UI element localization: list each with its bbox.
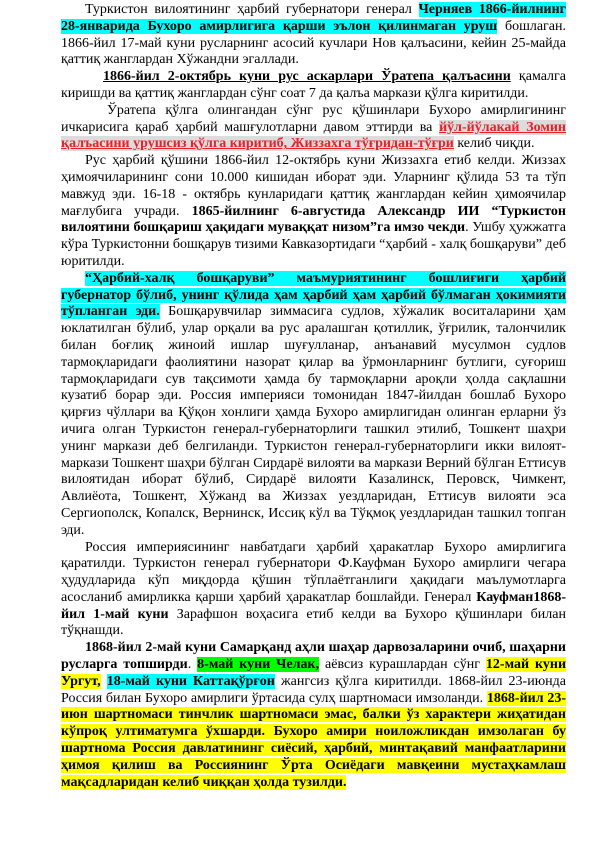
text-run: 1866-йил 17-май куни русларнинг асосий кучлари Нов қалъасини, кейин 25-майда	[61, 35, 566, 51]
text-line	[61, 741, 566, 758]
text-run: жангсиз қўлга киритилди. 1868-йил 23-июнда	[274, 673, 566, 689]
text-line	[61, 590, 566, 607]
text-run: аёвсиз курашлардан сўнг	[319, 657, 486, 673]
text-run: юритилди.	[61, 253, 125, 269]
text-run: келиб чиқди.	[453, 136, 535, 152]
text-line	[61, 489, 566, 506]
text-run: юклатилган бўлиб, улар орқали ва рус аралашган қотиллик, ўғрилик, талончилик	[61, 321, 566, 337]
paragraph	[61, 540, 566, 641]
text-run: тармоқларидаги фаолиятини назорат қилар ва ўрмонларнинг бутлиги, суғориш	[61, 354, 566, 370]
text-line	[61, 170, 566, 187]
text-line	[61, 657, 566, 674]
text-line	[61, 573, 566, 590]
paragraph	[61, 271, 566, 540]
text-run: қамалга	[510, 69, 566, 85]
bold-text: 1865-йилнинг 6-августида Александр ИИ “Туркистон	[191, 203, 567, 219]
text-line	[61, 439, 566, 456]
text-run: маркази Тошкент шаҳри бўлган Сирдарё вилояти ва маркази Верний бўлган Еттисув	[61, 455, 567, 471]
text-line	[61, 422, 566, 439]
text-run: асосланиб амирликка қарши ҳарбий ҳаракатлар бошлайди. Генерал	[61, 589, 477, 605]
highlighted-text: 18-май куни Каттақўрғон	[106, 673, 275, 689]
bold-text: 1866-йил 2-октябрь куни рус аскарлари Ўратепа қалъасини	[103, 69, 511, 85]
text-run: Сергиополск, Копалск, Вернинск, Иссиқ кўл ва Тўқмоқ уездларидан ташкил топган	[61, 505, 566, 521]
text-line	[61, 691, 566, 708]
text-run: вилоятидан иборат бўлиб, Сирдарё вилояти Казалинск, Перовск, Чимкент,	[61, 472, 566, 488]
text-line	[61, 540, 566, 557]
text-line	[61, 36, 566, 53]
text-run: ҳудудларида кўп миқдорда қўшин тўплаётганлиги ҳақидаги маълумотларга	[61, 573, 566, 589]
text-line	[61, 623, 566, 640]
text-run: Ўратепа қўлга олингандан сўнг рус қўшинлари Бухоро амирлигининг	[107, 102, 566, 118]
text-run: Зарафшон воҳасига етиб келди ва Бухоро қўшинлари билан	[168, 606, 566, 622]
text-line	[61, 338, 566, 355]
text-run: қаттиқ жанглардан Хўжандни эгаллади.	[61, 52, 299, 68]
highlighted-text: 8-май куни Челак,	[197, 657, 320, 673]
text-run: мавжуд эди. 16-18 - октябрь кунларидаги қаттиқ жанглардан кейин ҳимоячилар	[61, 186, 566, 202]
text-line	[61, 52, 566, 69]
highlighted-text: 1868-йил 23-	[486, 690, 566, 706]
text-run: ҳимоячиларининг сони 10.000 кишидан иборат эди. Уларнинг қўлида 53 та тўп	[61, 169, 566, 185]
text-run: мағлубига учради.	[61, 203, 192, 219]
paragraph	[61, 153, 566, 271]
text-line	[61, 304, 566, 321]
text-run: ичига олган Туркистон генерал-губернаторлиги ташкил этилиб, Тошкент шаҳри	[61, 421, 566, 437]
text-run: . Ушбу ҳужжатга	[465, 220, 567, 236]
text-run: Россия билан Бухоро амирлиги ўртасида сулҳ шартномаси имзоланди.	[61, 690, 487, 706]
text-line	[61, 724, 566, 741]
paragraph	[61, 103, 566, 153]
paragraph	[61, 2, 566, 69]
text-line	[61, 120, 566, 137]
text-run: билан боғлиқ жиноий ишлар шуғулланар, анъанавий мусулмон судлов	[61, 337, 566, 353]
text-line	[61, 271, 566, 288]
text-line	[61, 556, 566, 573]
highlighted-text: Ургут,	[61, 673, 101, 689]
text-run: Туркистон вилоятининг ҳарбий губернатори генерал	[85, 2, 419, 17]
highlighted-text: мақсадларидан келиб чиққан ҳолда тузилди.	[61, 774, 347, 790]
text-run: кўра Туркистонни бошқарув тизими Кавказортидаги “ҳарбий - халқ бошқаруви” деб	[61, 237, 566, 253]
text-line	[61, 372, 566, 389]
text-line	[61, 607, 566, 624]
highlighted-text: ҳимоя қилиш ва Россиянинг Ўрта Осиёдаги мавқеини мустаҳкамлаш	[61, 757, 566, 773]
text-run: ичкарисига қараб ҳарбий машғулотларни давом эттирди ва	[61, 119, 440, 135]
bold-text: 1868-йил 2-май куни Самарқанд аҳли шаҳар дарвозаларини очиб, шаҳарни	[85, 640, 566, 656]
text-run: қаратилди. Туркистон генерал губернатори Ф.Кауфман Бухоро амирлиги чегара	[61, 556, 566, 572]
bold-text: Кауфман1868-	[476, 589, 566, 605]
text-line	[61, 775, 566, 792]
text-line	[61, 707, 566, 724]
bold-text: русларга топширди	[61, 657, 188, 673]
text-run: Россия империясининг навбатдаги ҳарбий ҳаракатлар Бухоро амирлигига	[85, 539, 566, 555]
paragraph	[61, 69, 566, 103]
highlighted-text: кўпроқ ултиматумга ўхшарди. Бухоро амири ноиложликдан имзолаган бу	[61, 724, 566, 740]
text-line	[61, 237, 566, 254]
text-line	[61, 220, 566, 237]
text-line	[61, 523, 566, 540]
text-line	[61, 506, 566, 523]
text-line	[61, 758, 566, 775]
text-line	[61, 254, 566, 271]
text-line	[61, 69, 566, 86]
text-line	[61, 388, 566, 405]
text-line	[61, 103, 566, 120]
text-line	[61, 2, 566, 19]
text-line	[61, 86, 566, 103]
text-run: бошлаган.	[497, 18, 566, 34]
paragraph	[61, 640, 566, 791]
text-line	[61, 153, 566, 170]
text-line	[61, 405, 566, 422]
text-run: қирғиз чўллари ва Қўқон хонлиги ҳамда Бухоро амирлигидан олинган ерларни ўз	[61, 405, 566, 421]
text-line	[61, 187, 566, 204]
highlighted-text: губернатор бўлиб, унинг қўлида ҳам ҳарбий ҳам ҳарбий бўлмаган ҳокимияти	[61, 287, 566, 303]
text-line	[61, 204, 566, 221]
text-line	[61, 136, 566, 153]
highlighted-text: йўл-йўлакай Зомин	[439, 119, 566, 135]
bold-text: йил 1-май куни	[61, 606, 169, 622]
document-body	[61, 2, 566, 791]
text-line	[61, 288, 566, 305]
text-run: Рус ҳарбий қўшини 1866-йил 12-октябрь куни Жиззахга етиб келди. Жиззах	[85, 153, 566, 169]
highlighted-text: қалъасини урушсиз қўлга киритиб, Жиззахга тўғридан-тўғри	[61, 136, 454, 152]
bold-text: вилоятини бошқариш ҳақидаги муваққат низом”га имзо чекди	[61, 220, 466, 236]
text-run: кузатиб борар эди. Россия империяси томонидан 1847-йилдан бошлаб Бухоро	[61, 388, 566, 404]
text-line	[61, 674, 566, 691]
text-run: эди.	[61, 522, 85, 538]
text-line	[61, 321, 566, 338]
text-run: .	[187, 657, 198, 673]
highlighted-text: июн шартномаси тинчлик шартномаси эмас, балки ўз характери жиҳатидан	[61, 707, 566, 723]
text-run	[101, 674, 107, 689]
highlighted-text: “Ҳарбий-халқ бошқаруви” маъмуриятининг бошлиғиги ҳарбий	[85, 270, 566, 286]
text-run: киришди ва қаттиқ жанглардан сўнг соат 7 да қалъа маркази қўлга киритилди.	[61, 85, 529, 101]
text-line	[61, 355, 566, 372]
highlighted-text: 28-январида Бухоро амирлигига қарши эълон қилинмаган уруш	[61, 18, 498, 34]
text-line	[61, 472, 566, 489]
highlighted-text: шартнома Россия давлатининг сиёсий, ҳарбий, минтақавий манфаатларини	[61, 741, 566, 757]
highlighted-text: 12-май куни	[485, 657, 567, 673]
text-run: тармоқларидаги сув тақсимоти ҳамда бу тармоқларни ароқли ҳолда сақлашни	[61, 371, 566, 387]
text-run: Авлиёота, Тошкент, Хўжанд ва Жиззах уездларидан, Еттисув вилояти эса	[61, 489, 566, 505]
text-line	[61, 640, 566, 657]
text-line	[61, 19, 566, 36]
highlighted-text: Черняев 1866-йилнинг	[418, 2, 566, 17]
text-run: тўқнашди.	[61, 623, 124, 639]
text-run: унинг маркази деб белгиланди. Туркистон генерал-губернаторлиги икки вилоят-	[61, 438, 566, 454]
highlighted-text: тўпланган эди.	[61, 304, 160, 320]
text-line	[61, 456, 566, 473]
text-run: Бошқарувчилар зиммасига судлов, хўжалик воситаларини ҳам	[159, 304, 566, 320]
